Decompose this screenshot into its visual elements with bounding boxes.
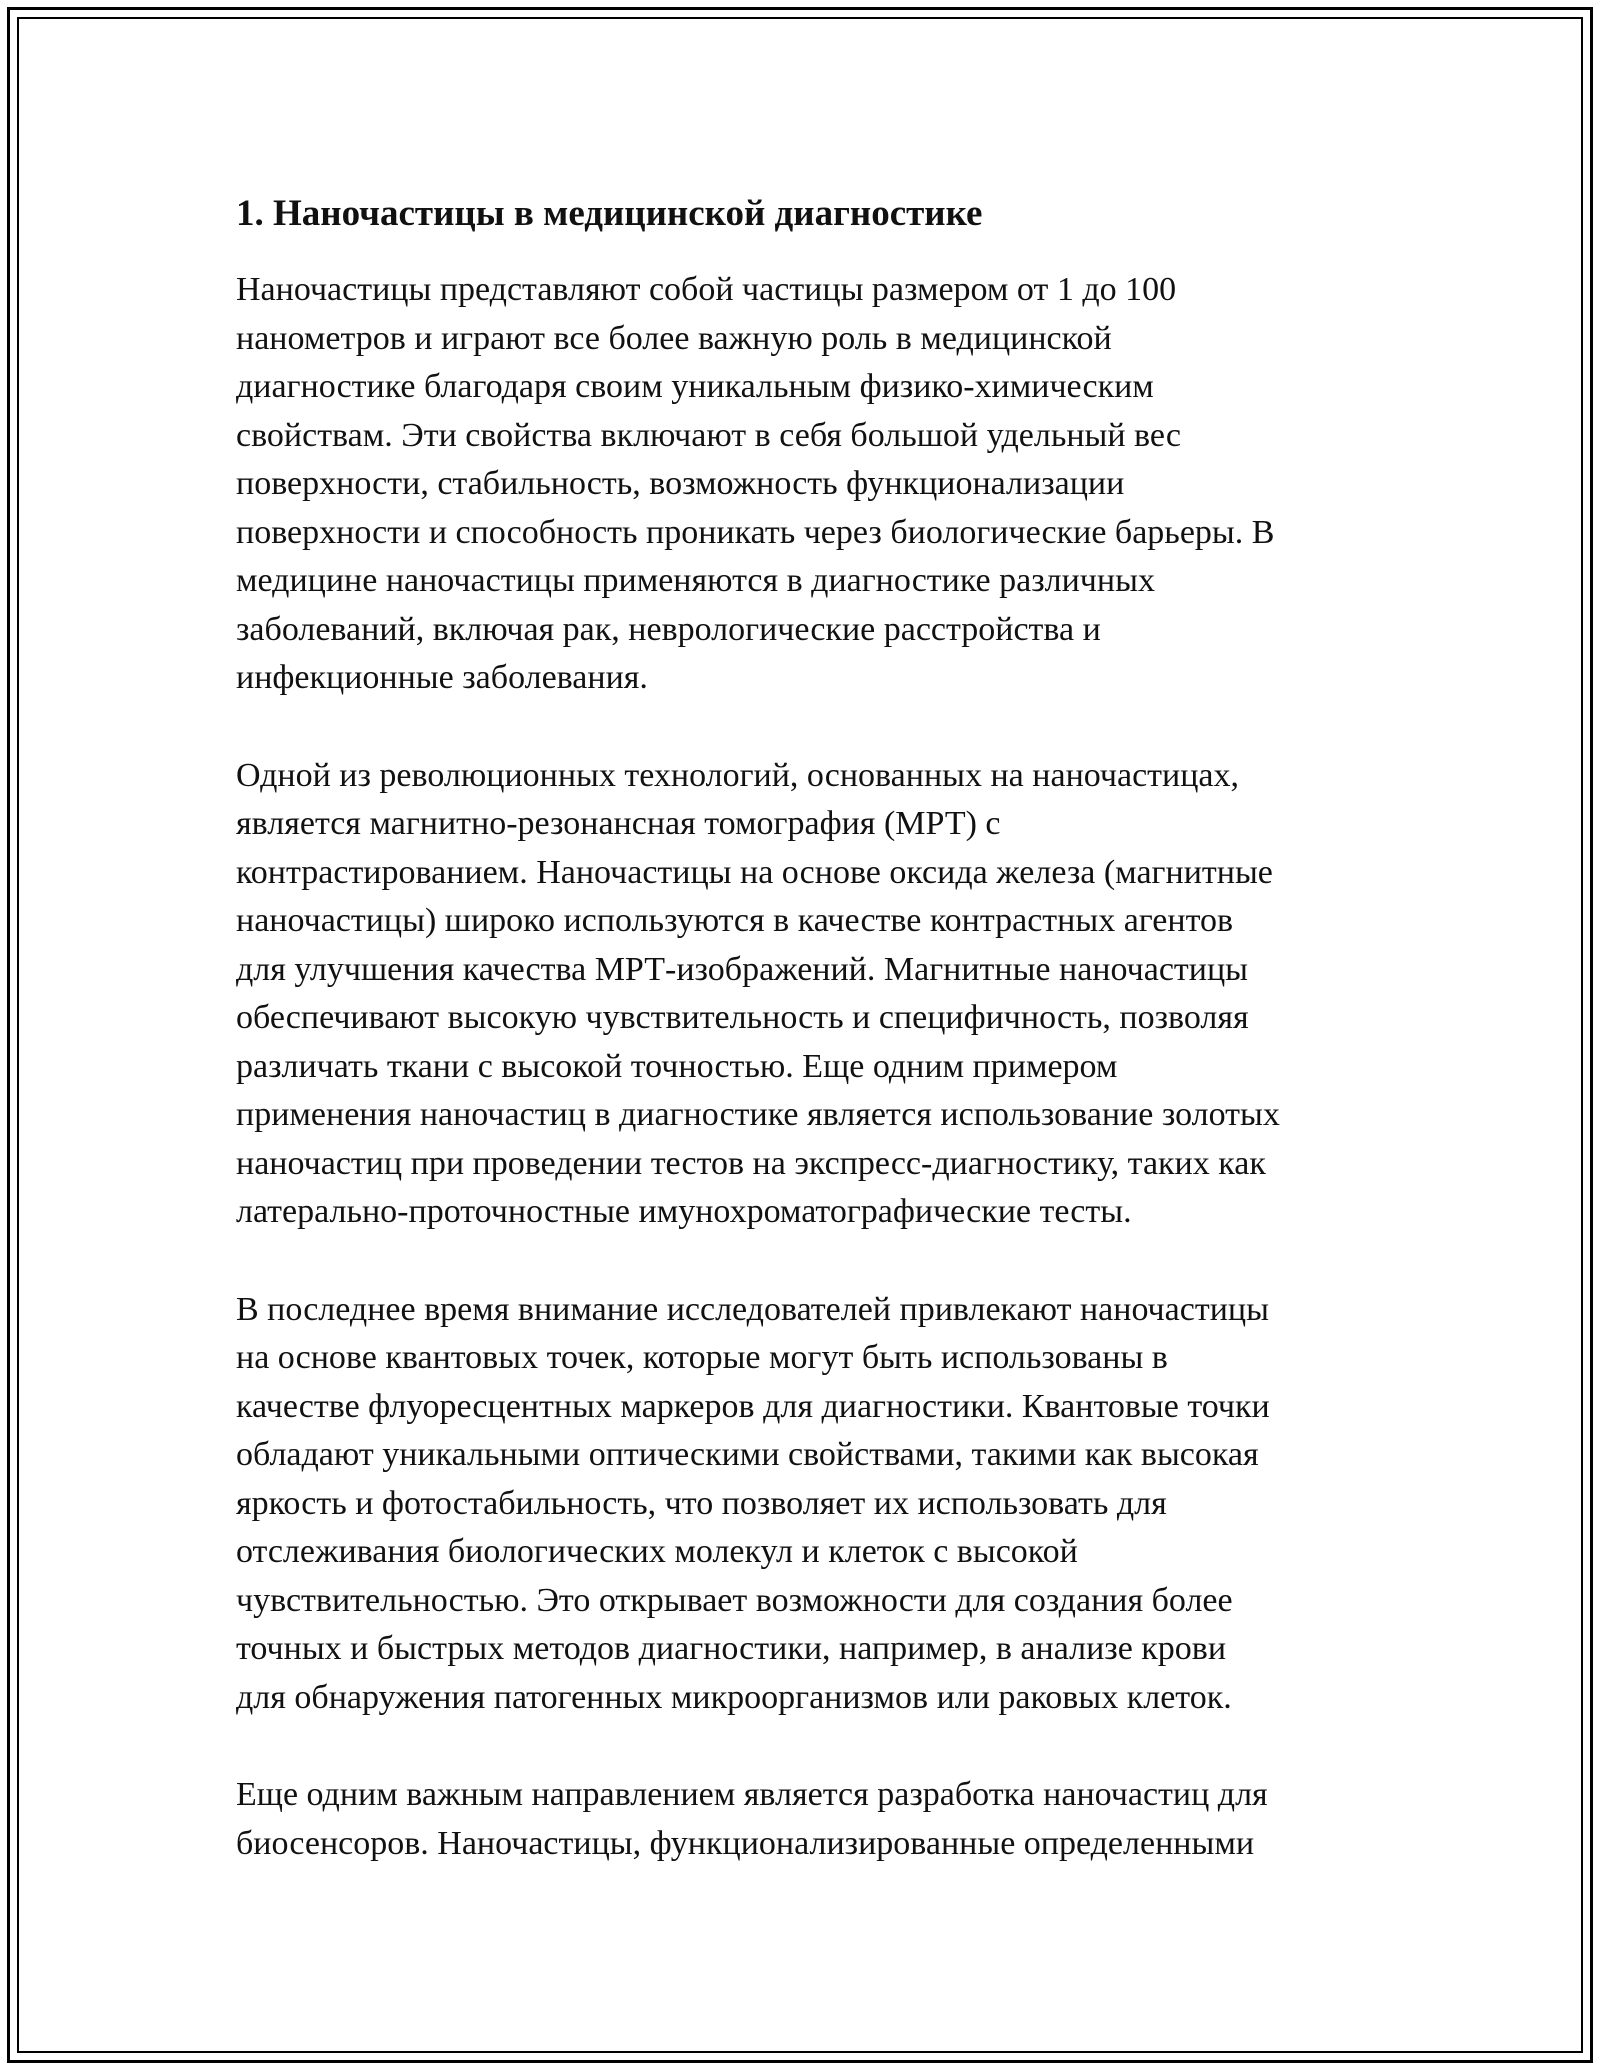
text-line: заболеваний, включая рак, неврологические расстройства и [236, 610, 1101, 648]
text-line: медицине наночастицы применяются в диагностике различных [236, 562, 1155, 599]
text-line: поверхности, стабильность, возможность функционализации [236, 465, 1125, 502]
text-line: Наночастицы представляют собой частицы размером от 1 до 100 [236, 271, 1177, 308]
paragraph-2 [236, 752, 1376, 1237]
section-heading: 1. Наночастицы в медицинской диагностике [236, 193, 983, 234]
text-line: свойствам. Эти свойства включают в себя большой удельный вес [236, 416, 1181, 454]
text-line: Одной из революционных технологий, основанных на наночастицах, [236, 756, 1239, 794]
text-line: В последнее время внимание исследователей привлекают наночастицы [236, 1290, 1269, 1328]
text-line: нанометров и играют все более важную роль в медицинской [236, 319, 1112, 357]
text-line: отслеживания биологических молекул и клеток с высокой [236, 1533, 1078, 1570]
text-line: применения наночастиц в диагностике является использование золотых [236, 1096, 1280, 1133]
text-line: поверхности и способность проникать через биологические барьеры. В [236, 513, 1275, 551]
paragraph-4 [236, 1771, 1376, 1868]
text-line: обеспечивают высокую чувствительность и специфичность, позволяя [236, 999, 1249, 1036]
text-line: диагностике благодаря своим уникальным физико-химическим [236, 368, 1154, 405]
text-line: является магнитно-резонансная томография (МРТ) с [236, 805, 1001, 842]
text-line: Еще одним важным направлением является разработка наночастиц для [236, 1776, 1268, 1813]
paragraph-1 [236, 266, 1376, 703]
text-line: для улучшения качества МРТ-изображений. Магнитные наночастицы [236, 950, 1248, 988]
text-line: биосенсоров. Наночастицы, функционализированные определенными [236, 1824, 1255, 1862]
text-line: обладают уникальными оптическими свойствами, такими как высокая [236, 1436, 1259, 1473]
text-line: яркость и фотостабильность, что позволяет их использовать для [236, 1484, 1167, 1522]
document-body [236, 186, 1376, 1917]
paragraph-3 [236, 1286, 1376, 1723]
text-line: качестве флуоресцентных маркеров для диагностики. Квантовые точки [236, 1387, 1270, 1425]
text-line: различать ткани с высокой точностью. Еще одним примером [236, 1047, 1118, 1085]
text-line: на основе квантовых точек, которые могут быть использованы в [236, 1339, 1168, 1376]
text-line: инфекционные заболевания. [236, 659, 648, 696]
text-line: для обнаружения патогенных микроорганизмов или раковых клеток. [236, 1678, 1232, 1716]
text-line: точных и быстрых методов диагностики, например, в анализе крови [236, 1630, 1227, 1667]
text-line: наночастиц при проведении тестов на экспресс-диагностику, таких как [236, 1144, 1266, 1182]
text-line: контрастированием. Наночастицы на основе оксида железа (магнитные [236, 853, 1273, 891]
text-line: латерально-проточностные имунохроматографические тесты. [236, 1193, 1132, 1230]
text-line: наночастицы) широко используются в качестве контрастных агентов [236, 902, 1234, 939]
text-line: чувствительностью. Это открывает возможности для создания более [236, 1581, 1233, 1619]
